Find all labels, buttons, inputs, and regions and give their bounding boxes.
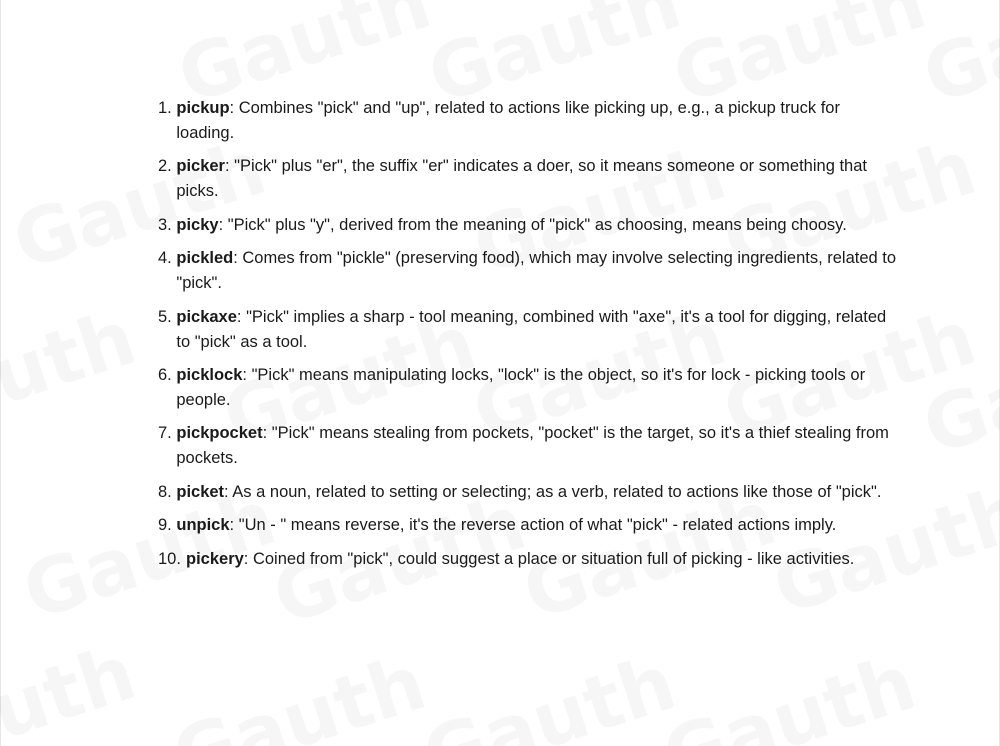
item-definition: : As a noun, related to setting or selecting; as a verb, related to actions like those of "pick". <box>224 482 882 501</box>
item-term: unpick <box>176 516 230 535</box>
item-text <box>176 480 898 505</box>
page-edge-left <box>0 0 1 746</box>
list-item <box>158 363 898 413</box>
item-text <box>186 547 898 572</box>
item-definition: : "Pick" plus "er", the suffix "er" indicates a doer, so it means someone or something that picks. <box>176 157 867 201</box>
watermark <box>163 637 436 746</box>
list-item <box>158 513 898 538</box>
item-term: picky <box>176 215 219 234</box>
item-definition: : "Pick" plus "y", derived from the meaning of "pick" as choosing, means being choosy. <box>218 215 847 234</box>
list-item <box>158 480 898 505</box>
item-term: pickaxe <box>176 307 237 326</box>
item-number: 3. <box>158 215 172 234</box>
list-item <box>158 305 898 355</box>
list-item <box>158 213 898 238</box>
item-definition: : Comes from "pickle" (preserving food), which may involve selecting ingredients, related to "pick". <box>176 249 897 293</box>
list-item <box>158 421 898 471</box>
item-number: 2. <box>158 157 172 176</box>
item-term: picker <box>176 157 225 176</box>
item-text <box>176 513 898 538</box>
item-text <box>176 305 898 355</box>
item-text <box>176 421 898 471</box>
list-item <box>158 547 898 572</box>
item-text <box>176 363 898 413</box>
item-number: 4. <box>158 249 172 268</box>
item-definition: : "Pick" means stealing from pockets, "pocket" is the target, so it's a thief stealing from pockets. <box>176 424 889 468</box>
item-definition: : "Un - " means reverse, it's the reverse action of what "pick" - related actions imply. <box>229 516 837 535</box>
watermark <box>913 0 1000 121</box>
list-item <box>158 96 898 146</box>
item-term: pickled <box>176 249 234 268</box>
word-list <box>158 96 898 580</box>
item-term: pickery <box>186 549 244 568</box>
item-text <box>176 246 898 296</box>
watermark <box>0 292 146 456</box>
watermark <box>913 307 1000 471</box>
item-term: pickpocket <box>176 424 263 443</box>
watermark <box>653 637 926 746</box>
item-number: 9. <box>158 516 172 535</box>
item-number: 10. <box>158 549 181 568</box>
item-term: picklock <box>176 365 243 384</box>
item-text <box>176 96 898 146</box>
watermark <box>413 637 686 746</box>
item-definition: : Combines "pick" and "up", related to actions like picking up, e.g., a pickup truck for loading. <box>176 99 840 142</box>
item-definition: : Coined from "pick", could suggest a place or situation full of picking - like activities. <box>243 549 855 568</box>
item-number: 1. <box>158 99 172 117</box>
item-term: pickup <box>176 99 230 117</box>
list-item <box>158 154 898 204</box>
item-text <box>176 154 898 204</box>
item-definition: : "Pick" means manipulating locks, "lock" is the object, so it's for lock - picking tools or people. <box>176 365 866 409</box>
item-term: picket <box>176 482 225 501</box>
item-text <box>176 213 898 238</box>
item-definition: : "Pick" implies a sharp - tool meaning, combined with "axe", it's a tool for digging, related to "pick" as a tool. <box>176 307 887 351</box>
watermark <box>0 627 146 746</box>
item-number: 8. <box>158 482 172 501</box>
list-item <box>158 246 898 296</box>
item-number: 6. <box>158 365 172 384</box>
item-number: 5. <box>158 307 172 326</box>
item-number: 7. <box>158 424 172 443</box>
